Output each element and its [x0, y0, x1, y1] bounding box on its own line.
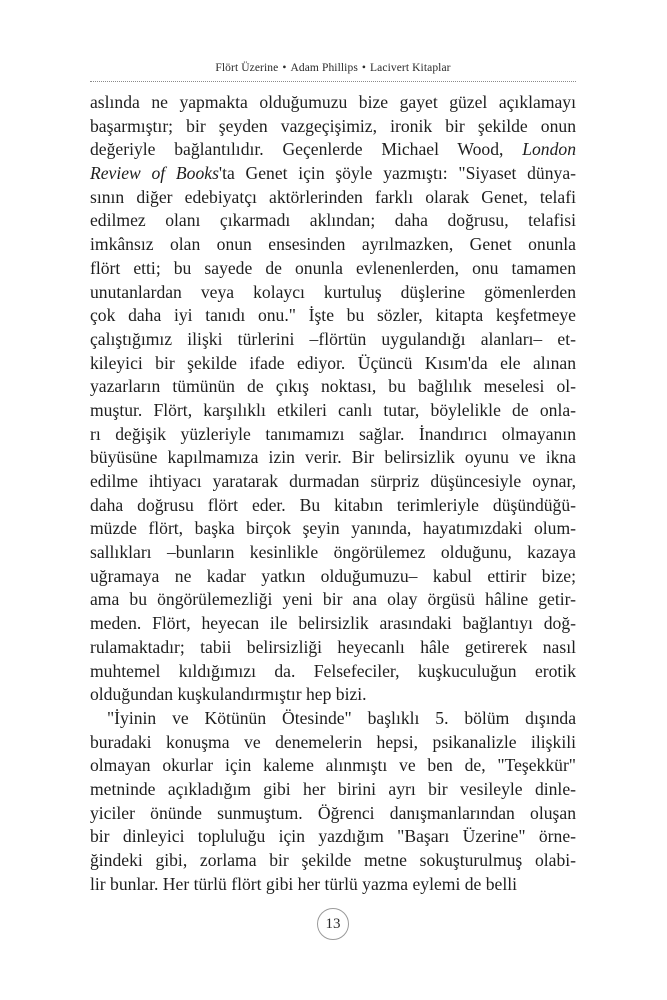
text-line: buradaki konuşma ve denemelerin hepsi, psikanalizle ilişkili [90, 731, 576, 752]
text-line: muştur. Flört, karşılıklı etkileri canlı tutar, böylelikle de onla- [90, 399, 576, 420]
text-line: kileyici bir şekilde ifade ediyor. Üçüncü Kısım'da ele alınan [90, 352, 576, 373]
text-line: çalıştığımız ilişki türlerini –flörtün uygulandığı alanları– et- [90, 328, 576, 349]
text-line: uğramaya ne kadar yatkın olduğumuzu– kabul ettirir bize; [90, 565, 576, 586]
header-separator: • [282, 62, 287, 74]
text-line: rulamaktadır; tabii belirsizliği heyecanlı hâle getirerek nasıl [90, 636, 576, 657]
text-line: başarmıştır; bir şeyden vazgeçişimiz, ironik bir şekilde onun [90, 115, 576, 136]
italic-title: Review of Books [90, 163, 219, 184]
header-dotted-rule [90, 81, 576, 82]
text-line: metninde açıkladığım gibi her birini ayrı bir vesileyle dinle- [90, 778, 576, 799]
text-line: unutanlardan veya kolaycı kurtuluş düşlerine gömenlerden [90, 281, 576, 302]
text-line: edilmez olanı çıkarmadı aklından; daha doğrusu, telafisi [90, 210, 576, 231]
text-line: aslında ne yapmakta olduğumuzu bize gayet güzel açıklamayı [90, 92, 576, 112]
header-book-title: Flört Üzerine [215, 62, 279, 74]
text-line: "İyinin ve Kötünün Ötesinde" başlıklı 5. bölüm dışında [107, 707, 576, 728]
text-line: büyüsüne kapılmamıza izin verir. Bir belirsizlik oyunu ve ikna [90, 447, 576, 468]
text-line: ğindeki gibi, zorlama bir şekilde metne sokuşturulmuş olabi- [90, 850, 576, 870]
text-line: değeriyle bağlantılıdır. Geçenlerde Michael Wood, London [90, 139, 576, 160]
text-line: müzde flört, başka birçok şeyin yanında, hayatımızdaki olum- [90, 518, 576, 539]
header-separator: • [361, 62, 367, 74]
text-line: bir dinleyici topluluğu için yazdığım "Başarı Üzerine" örne- [90, 826, 576, 847]
text-line: Review of Books'ta Genet için şöyle yazmıştı: "Siyaset dünya- [90, 163, 576, 184]
text-line: çok daha iyi tanıdı onu." İşte bu sözler, kitapta keşfetmeye [90, 305, 576, 326]
text-line: sallıkları –bunların kesinlikle öngörülemez olduğunu, kazaya [90, 542, 576, 563]
text-line: rı değişik yüzleriyle tanımamızı sağlar. İnandırıcı olmayanın [90, 423, 576, 444]
text-line: yazarların tümünün de çıkış noktası, bu bağlılık meselesi ol- [90, 376, 576, 397]
text-line: flört etti; bu sayede de onunla evlenenlerden, onu tamamen [90, 257, 576, 278]
text-line: meden. Flört, heyecan ile belirsizlik arasındaki bağlantıyı doğ- [90, 613, 576, 634]
text-line: olmayan okurlar için kaleme alınmıştı ve ben de, "Teşekkür" [90, 755, 576, 776]
running-header [90, 62, 576, 74]
body-text [90, 91, 576, 896]
text-line: daha doğrusu flört eder. Bu kitabın terimleriyle düşündüğü- [90, 494, 576, 515]
text-line: sının diğer edebiyatçı aktörlerinden farklı olarak Genet, telafi [90, 186, 576, 207]
page-number: 13 [317, 908, 349, 940]
header-author: Adam Phillips [290, 62, 358, 74]
text-line: muhtemel kıldığımızı da. Felsefeciler, kuşkuculuğun erotik [90, 660, 576, 681]
italic-title: London [522, 139, 576, 160]
text-line: lir bunlar. Her türlü flört gibi her türlü yazma eylemi de belli [90, 873, 518, 894]
text-line: olduğundan kuşkulandırmıştır hep bizi. [90, 684, 367, 705]
header-publisher: Lacivert Kitaplar [370, 62, 451, 74]
text-line: yiciler önünde sunmuştum. Öğrenci danışmanlarından oluşan [90, 802, 576, 823]
text-line: edilme ihtiyacı yaratarak durmadan sürpriz düşüncesiyle oynar, [90, 471, 576, 491]
text-line: imkânsız olan onun ensesinden ayrılmazken, Genet onunla [90, 234, 576, 255]
text-line: ama bu öngörülemezliği yeni bir ana olay örgüsü hâline getir- [90, 589, 576, 610]
